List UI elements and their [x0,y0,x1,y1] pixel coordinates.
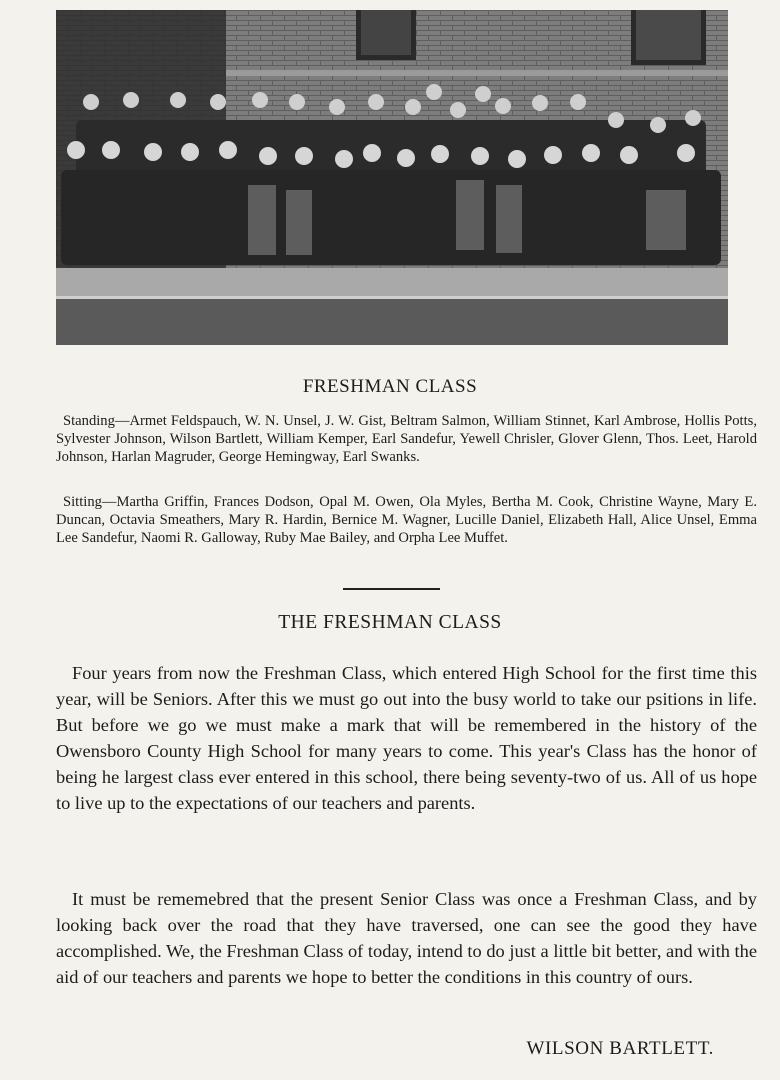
section-divider [343,588,440,590]
standing-names [56,412,757,466]
class-photo [56,10,728,345]
article-paragraph-1 [56,660,757,816]
sitting-names [56,493,757,547]
caption-title: FRESHMAN CLASS [302,376,478,397]
standing-names-text: Standing—Armet Feldspauch, W. N. Unsel, J. W. Gist, Beltram Salmon, William Stinnet, Karl Ambrose, Hollis Potts, Sylvester Johnson, Wilson Bartlett, William Kemper, Earl Sandefur, Yewell Chrisler, Glover Glenn, Thos. Leet, Harold Johnson, Harlan Magruder, George Hemingway, Earl Swanks. [56,413,757,465]
article-title: THE FRESHMAN CLASS [278,612,502,633]
author-signature: WILSON BARTLETT. [526,1038,714,1059]
paragraph-1-text: Four years from now the Freshman Class, which entered High School for the first time this year, will be Seniors. After this we must go out into the busy world to take our psitions in life. But before we go we must make a mark that will be remembered in the history of the Owensboro County High School for many years to come. This year's Class has the honor of being he largest class ever entered in this school, there being seventy-two of us. All of us hope to live up to the expectations of our teachers and parents. [56,663,757,813]
paragraph-2-text: It must be rememebred that the present Senior Class was once a Freshman Class, and by looking back over the road that they have traversed, one can see the good they have accomplished. We, the Freshman Class of today, intend to do just a little bit better, and with the aid of our teachers and parents we hope to better the conditions in this country of ours. [56,889,757,987]
class-photo-image [56,10,728,345]
article-paragraph-2 [56,886,757,990]
sitting-names-text: Sitting—Martha Griffin, Frances Dodson, Opal M. Owen, Ola Myles, Bertha M. Cook, Christine Wayne, Mary E. Duncan, Octavia Smeathers, Mary R. Hardin, Bernice M. Wagner, Lucille Daniel, Elizabeth Hall, Alice Unsel, Emma Lee Sandefur, Naomi R. Galloway, Ruby Mae Bailey, and Orpha Lee Muffet. [56,494,757,546]
